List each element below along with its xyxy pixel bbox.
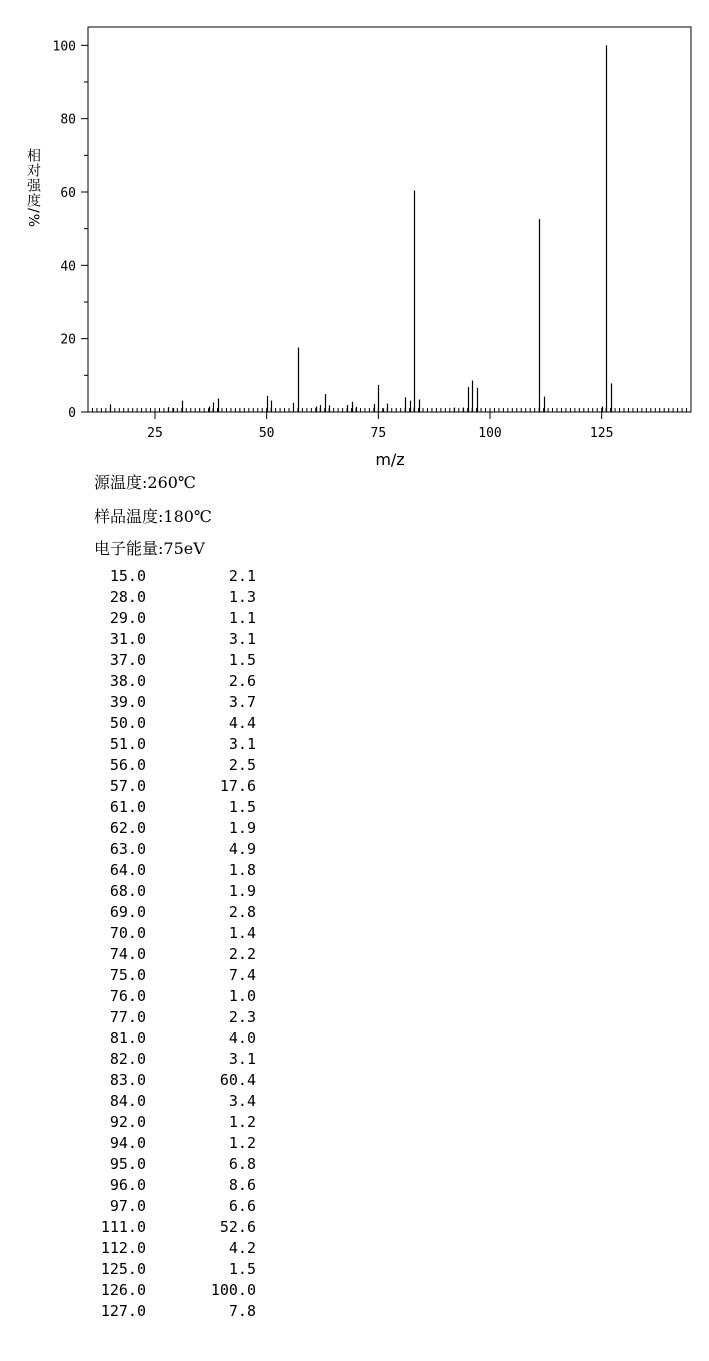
peak-abundance: 7.4 xyxy=(228,966,256,984)
peak-row xyxy=(92,566,256,587)
peak-abundance: 1.5 xyxy=(228,1260,256,1278)
peak-row xyxy=(92,608,256,629)
peak-row xyxy=(92,965,256,986)
peak-mz: 61.0 xyxy=(109,798,146,816)
peak-abundance: 2.2 xyxy=(228,945,256,963)
peak-abundance: 100.0 xyxy=(210,1281,256,1299)
peak-row xyxy=(92,1238,256,1259)
peak-mz: 68.0 xyxy=(109,882,146,900)
peak-abundance: 4.9 xyxy=(228,840,256,858)
peak-mz: 97.0 xyxy=(109,1197,146,1215)
x-tick-label: 100 xyxy=(478,426,502,441)
peak-mz: 126.0 xyxy=(100,1281,146,1299)
peak-mz: 50.0 xyxy=(109,714,146,732)
peak-row xyxy=(92,650,256,671)
peak-abundance: 52.6 xyxy=(219,1218,256,1236)
peak-row xyxy=(92,692,256,713)
peak-row xyxy=(92,1070,256,1091)
peak-row xyxy=(92,902,256,923)
peak-mz: 96.0 xyxy=(109,1176,146,1194)
x-axis xyxy=(147,412,613,441)
peak-row xyxy=(92,1028,256,1049)
peak-mz: 76.0 xyxy=(109,987,146,1005)
peak-mz: 95.0 xyxy=(109,1155,146,1173)
peak-abundance: 1.5 xyxy=(228,651,256,669)
peak-row xyxy=(92,1112,256,1133)
peak-mz: 57.0 xyxy=(109,777,146,795)
peak-abundance: 3.7 xyxy=(228,693,256,711)
peak-abundance: 1.2 xyxy=(228,1113,256,1131)
peak-mz: 38.0 xyxy=(109,672,146,690)
minor-ticks xyxy=(88,408,691,412)
peak-row xyxy=(92,1217,256,1238)
x-tick-label: 25 xyxy=(147,426,163,441)
peak-mz: 56.0 xyxy=(109,756,146,774)
peak-abundance: 3.1 xyxy=(228,735,256,753)
peak-mz: 92.0 xyxy=(109,1113,146,1131)
peak-row xyxy=(92,1259,256,1280)
peak-row xyxy=(92,1007,256,1028)
peak-row xyxy=(92,587,256,608)
peak-mz: 77.0 xyxy=(109,1008,146,1026)
peak-abundance: 7.8 xyxy=(228,1302,256,1320)
peak-row xyxy=(92,986,256,1007)
peak-row xyxy=(92,944,256,965)
peak-mz: 127.0 xyxy=(100,1302,146,1320)
peak-row xyxy=(92,1175,256,1196)
peak-abundance: 2.5 xyxy=(228,756,256,774)
peak-abundance: 1.8 xyxy=(228,861,256,879)
peak-abundance: 2.1 xyxy=(228,567,256,585)
y-axis-label: 相对强度/% xyxy=(25,148,41,229)
peak-mz: 15.0 xyxy=(109,567,146,585)
plot-frame xyxy=(88,27,691,412)
peak-mz: 31.0 xyxy=(109,630,146,648)
peak-mz: 84.0 xyxy=(109,1092,146,1110)
peak-mz: 69.0 xyxy=(109,903,146,921)
peak-row xyxy=(92,1049,256,1070)
peak-mz: 39.0 xyxy=(109,693,146,711)
peak-abundance: 1.4 xyxy=(228,924,256,942)
peak-table-body xyxy=(92,566,256,1322)
peak-row xyxy=(92,776,256,797)
peak-row xyxy=(92,839,256,860)
peak-abundance: 3.4 xyxy=(228,1092,256,1110)
sample-temperature: 样品温度:180℃ xyxy=(94,507,212,526)
peak-abundance: 8.6 xyxy=(228,1176,256,1194)
x-axis-label: m/z xyxy=(375,450,405,469)
peak-abundance: 2.8 xyxy=(228,903,256,921)
peak-mz: 64.0 xyxy=(109,861,146,879)
peak-abundance: 1.0 xyxy=(228,987,256,1005)
y-tick-label: 80 xyxy=(60,112,76,128)
peak-mz: 51.0 xyxy=(109,735,146,753)
peak-mz: 63.0 xyxy=(109,840,146,858)
y-axis xyxy=(53,39,88,421)
peak-mz: 28.0 xyxy=(109,588,146,606)
peak-mz: 81.0 xyxy=(109,1029,146,1047)
peak-abundance: 1.2 xyxy=(228,1134,256,1152)
peak-abundance: 6.8 xyxy=(228,1155,256,1173)
y-tick-label: 0 xyxy=(68,406,76,421)
peak-row xyxy=(92,797,256,818)
peak-row xyxy=(92,1196,256,1217)
peak-mz: 94.0 xyxy=(109,1134,146,1152)
y-tick-label: 60 xyxy=(60,186,76,201)
spectrum-peaks xyxy=(111,45,612,412)
peak-abundance: 4.0 xyxy=(228,1029,256,1047)
peak-mz: 29.0 xyxy=(109,609,146,627)
peak-row xyxy=(92,881,256,902)
peak-abundance: 4.2 xyxy=(228,1239,256,1257)
y-tick-label: 20 xyxy=(60,332,76,348)
y-tick-label: 100 xyxy=(52,39,76,55)
peak-mz: 62.0 xyxy=(109,819,146,837)
peak-abundance: 4.4 xyxy=(228,714,256,732)
peak-table xyxy=(92,566,256,1322)
peak-mz: 75.0 xyxy=(109,966,146,984)
peak-row xyxy=(92,1154,256,1175)
peak-abundance: 60.4 xyxy=(219,1071,256,1089)
peak-abundance: 1.3 xyxy=(228,588,256,606)
peak-abundance: 2.3 xyxy=(228,1008,256,1026)
peak-mz: 70.0 xyxy=(109,924,146,942)
x-tick-label: 75 xyxy=(370,426,387,441)
peak-mz: 112.0 xyxy=(100,1239,146,1257)
peak-mz: 37.0 xyxy=(109,651,146,669)
peak-abundance: 3.1 xyxy=(228,1050,256,1068)
peak-row xyxy=(92,629,256,650)
peak-abundance: 1.9 xyxy=(228,819,256,837)
x-tick-label: 50 xyxy=(258,426,275,441)
peak-mz: 74.0 xyxy=(109,945,146,963)
peak-abundance: 1.1 xyxy=(228,609,256,627)
peak-row xyxy=(92,734,256,755)
peak-abundance: 3.1 xyxy=(228,630,256,648)
peak-abundance: 6.6 xyxy=(228,1197,256,1215)
peak-abundance: 1.9 xyxy=(228,882,256,900)
peak-row xyxy=(92,713,256,734)
mass-spectrum-chart xyxy=(0,0,709,475)
peak-row xyxy=(92,1091,256,1112)
peak-abundance: 17.6 xyxy=(219,777,256,795)
x-tick-label: 125 xyxy=(589,426,614,441)
peak-mz: 125.0 xyxy=(100,1260,146,1278)
peak-row xyxy=(92,1133,256,1154)
peak-row xyxy=(92,755,256,776)
peak-row xyxy=(92,1280,256,1301)
peak-row xyxy=(92,923,256,944)
peak-mz: 82.0 xyxy=(109,1050,146,1068)
peak-mz: 111.0 xyxy=(100,1218,146,1236)
peak-mz: 83.0 xyxy=(109,1071,146,1089)
peak-row xyxy=(92,671,256,692)
peak-row xyxy=(92,860,256,881)
peak-abundance: 2.6 xyxy=(228,672,256,690)
y-tick-label: 40 xyxy=(60,259,76,275)
peak-row xyxy=(92,1301,256,1322)
peak-row xyxy=(92,818,256,839)
source-temperature: 源温度:260℃ xyxy=(94,473,196,492)
peak-abundance: 1.5 xyxy=(228,798,256,816)
electron-energy: 电子能量:75eV xyxy=(94,539,205,558)
